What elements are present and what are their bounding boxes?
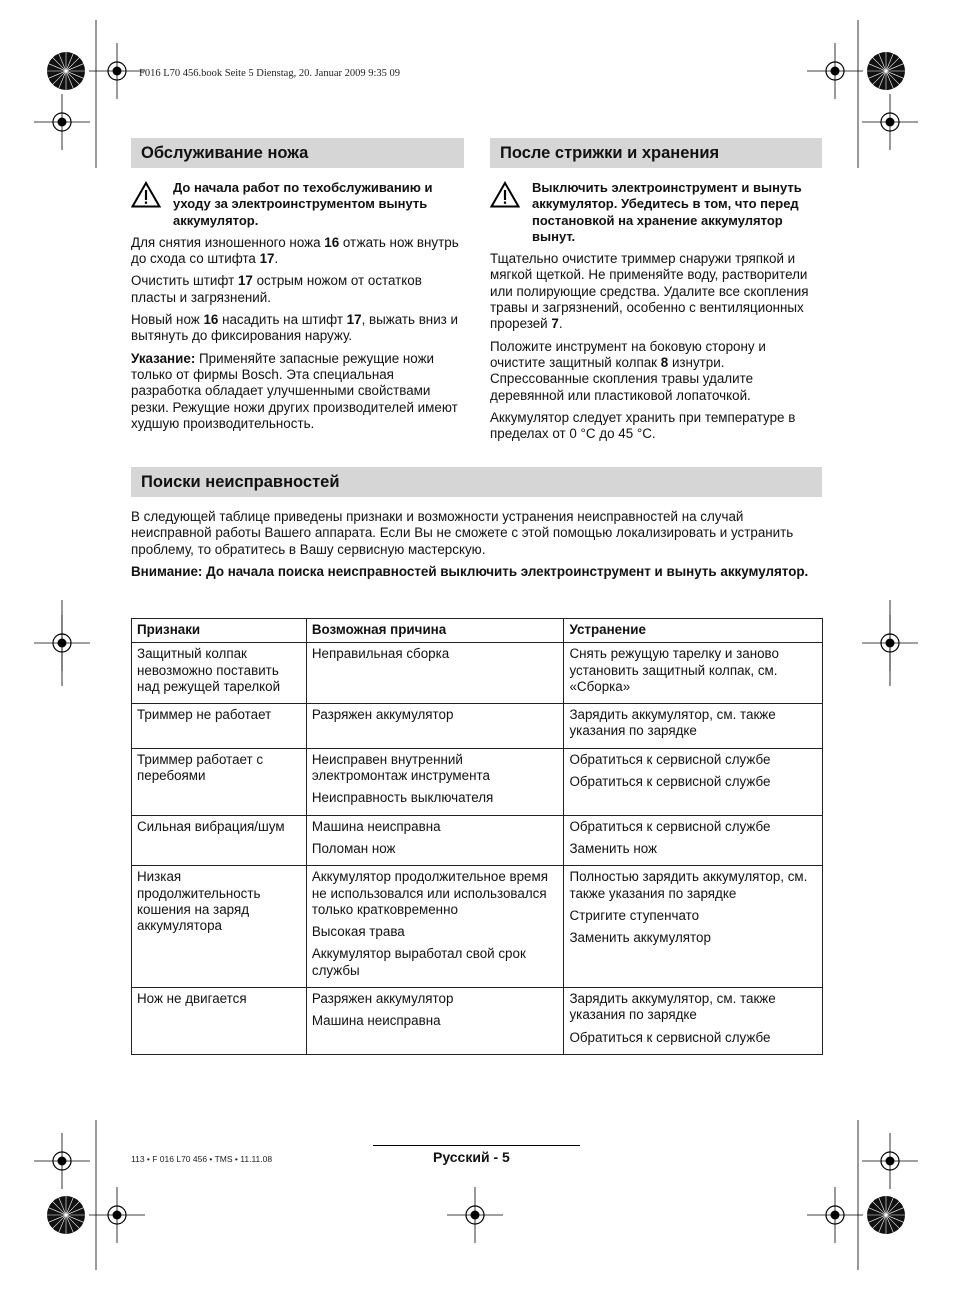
remedy-item: Заменить нож bbox=[569, 840, 658, 856]
remedy-item: Снять режущую тарелку и заново установить защитный колпак, см. «Сборка» bbox=[569, 646, 779, 694]
column-header-remedy: Устранение bbox=[564, 619, 823, 643]
cause-cell bbox=[306, 815, 564, 866]
remedy-item: Заменить аккумулятор bbox=[569, 930, 711, 946]
column-header-cause: Возможная причина bbox=[306, 619, 564, 643]
warning-text: Выключить электроинструмент и вынуть аккумулятор. Убедитесь в том, что перед постановкой на хранение аккумулятор вынут. bbox=[532, 180, 802, 244]
page-number: Русский - 5 bbox=[433, 1149, 510, 1165]
remedy-item: Полностью зарядить аккумулятор, см. также указания по зарядке bbox=[569, 869, 808, 901]
cause-item: Машина неисправна bbox=[311, 1013, 441, 1029]
cause-item: Машина неисправна bbox=[311, 818, 441, 834]
table-row bbox=[132, 815, 823, 866]
paragraph-cleaning: Тщательно очистите триммер снаружи тряпкой и мягкой щеткой. Не применяйте воду, растворители или полирующие средства. Удалите все скопления травы и загрязнений, особенно с вентиляционных прорезей 7. bbox=[490, 251, 809, 332]
troubleshooting-intro: В следующей таблице приведены признаки и возможности устранения неисправностей на случай неисправной работы Вашего аппарата. Если Вы не сможете с этой помощью локализировать и устранить проблему, то обратитесь в Вашу сервисную мастерскую. bbox=[131, 509, 794, 557]
symptom-cell: Защитный колпак невозможно поставить над режущей тарелкой bbox=[132, 643, 307, 704]
after-mowing-section bbox=[490, 180, 822, 448]
cause-item: Аккумулятор выработал свой срок службы bbox=[311, 946, 526, 978]
section-title-after-mowing: После стрижки и хранения bbox=[490, 138, 822, 168]
warning-text: До начала работ по техобслуживанию и уходу за электроинструментом вынуть аккумулятор. bbox=[173, 180, 433, 228]
remedy-cell bbox=[564, 815, 823, 866]
cause-item: Неисправен внутренний электромонтаж инструмента bbox=[311, 751, 490, 784]
cause-item: Неисправность выключателя bbox=[311, 790, 494, 806]
cause-cell bbox=[306, 704, 564, 749]
paragraph-note: Указание: Применяйте запасные режущие ножи только от фирмы Bosch. Эта специальная разработка обладает улучшенными свойствами резки. Режущие ножи других производителей имеют худшую производительность. bbox=[131, 350, 458, 431]
symptom-cell: Низкая продолжительность кошения на заряд аккумулятора bbox=[132, 866, 307, 988]
table-row bbox=[132, 704, 823, 749]
warning-triangle-icon bbox=[131, 181, 161, 208]
table-row bbox=[132, 748, 823, 815]
remedy-item: Зарядить аккумулятор, см. также указания по зарядке bbox=[569, 991, 776, 1023]
remedy-item: Обратиться к сервисной службе bbox=[569, 774, 771, 790]
cause-cell bbox=[306, 748, 564, 815]
print-header: F016 L70 456.book Seite 5 Dienstag, 20. Januar 2009 9:35 09 bbox=[139, 68, 401, 79]
footer-rule bbox=[373, 1145, 580, 1146]
cause-item: Разряжен аккумулятор bbox=[311, 991, 454, 1007]
remedy-item: Зарядить аккумулятор, см. также указания по зарядке bbox=[569, 707, 776, 739]
paragraph-guard-cleaning: Положите инструмент на боковую сторону и очистите защитный колпак 8 изнутри. Спрессованные скопления травы удалите деревянной или пластиковой лопаточкой. bbox=[490, 338, 766, 403]
remedy-cell bbox=[564, 748, 823, 815]
table-row bbox=[132, 643, 823, 704]
paragraph-storage-temperature: Аккумулятор следует хранить при температуре в пределах от 0 °C до 45 °C. bbox=[490, 409, 796, 442]
troubleshooting-attention: Внимание: До начала поиска неисправностей выключить электроинструмент и вынуть аккумулятор. bbox=[131, 563, 809, 579]
cause-item: Разряжен аккумулятор bbox=[311, 707, 454, 723]
table-header-row bbox=[132, 619, 823, 643]
section-title-troubleshooting: Поиски неисправностей bbox=[131, 467, 822, 497]
cause-cell bbox=[306, 866, 564, 988]
remedy-cell bbox=[564, 704, 823, 749]
paragraph-clean-pin: Очистить штифт 17 острым ножом от остатков пласты и загрязнений. bbox=[131, 273, 422, 305]
cause-item: Поломан нож bbox=[311, 840, 396, 856]
troubleshooting-table bbox=[131, 618, 823, 1055]
remedy-item: Обратиться к сервисной службе bbox=[569, 818, 771, 834]
paragraph-remove-blade: Для снятия изношенного ножа 16 отжать нож внутрь до схода со штифта 17. bbox=[131, 234, 459, 267]
symptom-cell: Сильная вибрация/шум bbox=[132, 815, 307, 866]
cause-item: Аккумулятор продолжительное время не использовался или использовался только кратковременно bbox=[311, 869, 548, 917]
section-title-blade-maintenance: Обслуживание ножа bbox=[131, 138, 464, 168]
remedy-item: Обратиться к сервисной службе bbox=[569, 751, 771, 767]
cause-item: Высокая трава bbox=[311, 924, 405, 940]
cause-cell bbox=[306, 643, 564, 704]
column-header-symptoms: Признаки bbox=[132, 619, 307, 643]
table-row bbox=[132, 988, 823, 1055]
table-row bbox=[132, 866, 823, 988]
warning-block bbox=[131, 180, 464, 229]
blade-maintenance-section bbox=[131, 180, 464, 438]
remedy-cell bbox=[564, 643, 823, 704]
footer-doc-code: 113 • F 016 L70 456 • TMS • 11.11.08 bbox=[131, 1154, 273, 1164]
remedy-item: Обратиться к сервисной службе bbox=[569, 1029, 771, 1045]
cause-cell bbox=[306, 988, 564, 1055]
remedy-cell bbox=[564, 866, 823, 988]
warning-block bbox=[490, 180, 822, 245]
symptom-cell: Нож не двигается bbox=[132, 988, 307, 1055]
symptom-cell: Триммер не работает bbox=[132, 704, 307, 749]
troubleshooting-intro-block bbox=[131, 509, 823, 586]
remedy-cell bbox=[564, 988, 823, 1055]
note-label: Указание: bbox=[131, 350, 196, 366]
paragraph-new-blade: Новый нож 16 насадить на штифт 17, выжать вниз и вытянуть до фиксирования наружу. bbox=[131, 312, 459, 344]
symptom-cell: Триммер работает с перебоями bbox=[132, 748, 307, 815]
warning-triangle-icon bbox=[490, 181, 520, 208]
cause-item: Неправильная сборка bbox=[311, 646, 450, 662]
remedy-item: Стригите ступенчато bbox=[569, 907, 700, 923]
